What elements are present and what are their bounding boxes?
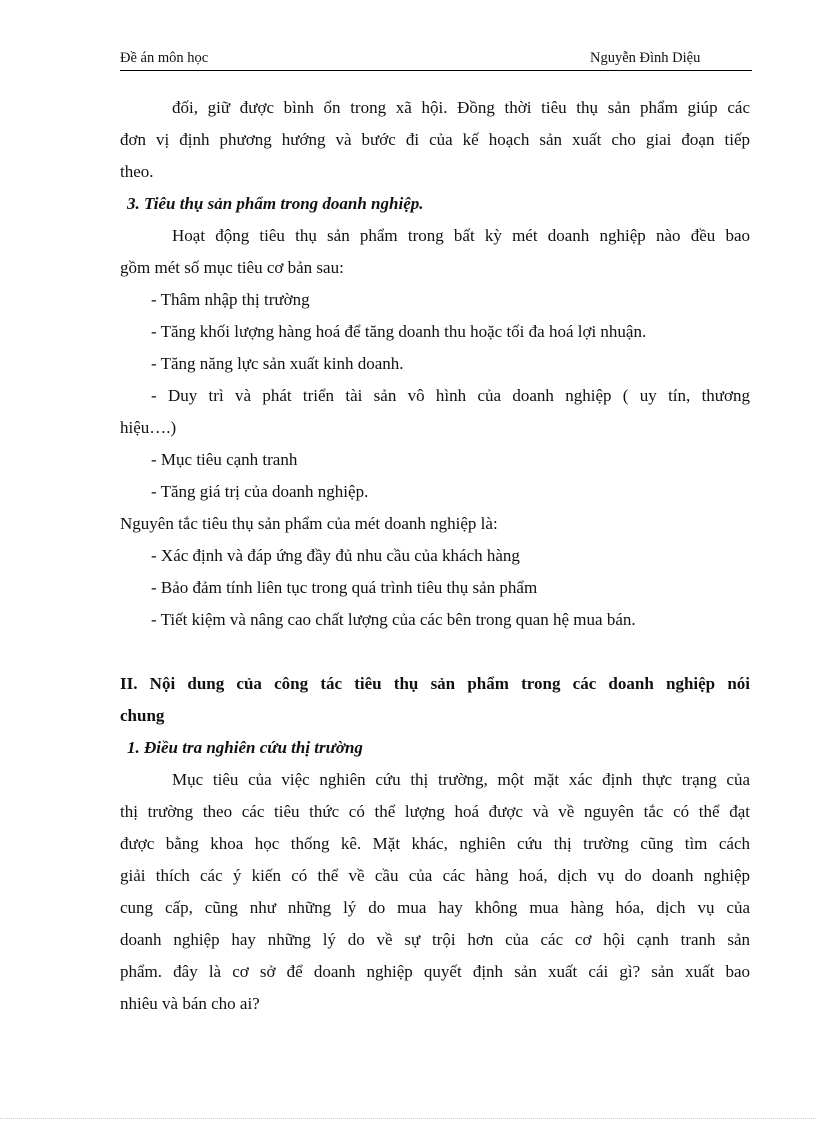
goal-item: - Mục tiêu cạnh tranh bbox=[151, 450, 298, 469]
goal-item: - Thâm nhập thị trường bbox=[151, 290, 310, 309]
paragraph-line: đơn vị định phương hướng và bước đi của kế hoạch sản xuất cho giai đoạn tiếp bbox=[120, 130, 750, 149]
subheading-sales-in-enterprise: 3. Tiêu thụ sản phẩm trong doanh nghiệp. bbox=[127, 194, 424, 213]
subheading-market-research: 1. Điều tra nghiên cứu thị trường bbox=[127, 738, 363, 757]
paragraph-line: đối, giữ được bình ổn trong xã hội. Đồng thời tiêu thụ sản phẩm giúp các bbox=[172, 98, 750, 117]
principle-item: - Bảo đảm tính liên tục trong quá trình tiêu thụ sản phẩm bbox=[151, 578, 538, 597]
paragraph-line: giải thích các ý kiến có thể về cầu của các hàng hoá, dịch vụ do doanh nghiệp bbox=[120, 866, 750, 885]
section-heading-ii-continuation: chung bbox=[120, 706, 165, 725]
section-heading-ii: II. Nội dung của công tác tiêu thụ sản phẩm trong các doanh nghiệp nói bbox=[120, 674, 750, 693]
paragraph-line: doanh nghiệp hay những lý do về sự trội hơn của các cơ hội cạnh tranh sản bbox=[120, 930, 750, 949]
document-body bbox=[120, 92, 750, 1020]
header-author-name: Nguyễn Đình Diệu bbox=[590, 50, 701, 66]
section-spacer bbox=[120, 636, 750, 668]
goal-item: - Tăng năng lực sản xuất kinh doanh. bbox=[151, 354, 404, 373]
goal-item: - Tăng khối lượng hàng hoá để tăng doanh thu hoặc tối đa hoá lợi nhuận. bbox=[151, 322, 647, 341]
paragraph-line: cung cấp, cũng như những lý do mua hay không mua hàng hóa, dịch vụ của bbox=[120, 898, 750, 917]
paragraph-line: theo. bbox=[120, 162, 154, 181]
principle-item: - Xác định và đáp ứng đầy đủ nhu cầu của khách hàng bbox=[151, 546, 520, 565]
header-course-title: Đề án môn học bbox=[120, 50, 209, 66]
paragraph-line: thị trường theo các tiêu thức có thể lượng hoá được và về nguyên tắc có thể đạt bbox=[120, 802, 750, 821]
paragraph-line: Mục tiêu của việc nghiên cứu thị trường, một mặt xác định thực trạng của bbox=[172, 770, 750, 789]
page-header bbox=[120, 50, 752, 71]
paragraph-line: gồm mét số mục tiêu cơ bản sau: bbox=[120, 258, 344, 277]
principles-intro: Nguyên tắc tiêu thụ sản phẩm của mét doanh nghiệp là: bbox=[120, 514, 498, 533]
goal-item: - Duy trì và phát triển tài sản vô hình của doanh nghiệp ( uy tín, thương bbox=[151, 386, 750, 405]
page-bottom-rule bbox=[0, 1118, 816, 1119]
paragraph-line: phẩm. đây là cơ sở để doanh nghiệp quyết định sản xuất cái gì? sản xuất bao bbox=[120, 962, 750, 981]
principle-item: - Tiết kiệm và nâng cao chất lượng của các bên trong quan hệ mua bán. bbox=[151, 610, 636, 629]
paragraph-line: Hoạt động tiêu thụ sản phẩm trong bất kỳ mét doanh nghiệp nào đều bao bbox=[172, 226, 750, 245]
goal-item: - Tăng giá trị của doanh nghiệp. bbox=[151, 482, 369, 501]
paragraph-line: nhiêu và bán cho ai? bbox=[120, 994, 260, 1013]
goal-item-continuation: hiệu….) bbox=[120, 418, 177, 437]
paragraph-line: được bằng khoa học thống kê. Mặt khác, nghiên cứu thị trường cũng tìm cách bbox=[120, 834, 750, 853]
